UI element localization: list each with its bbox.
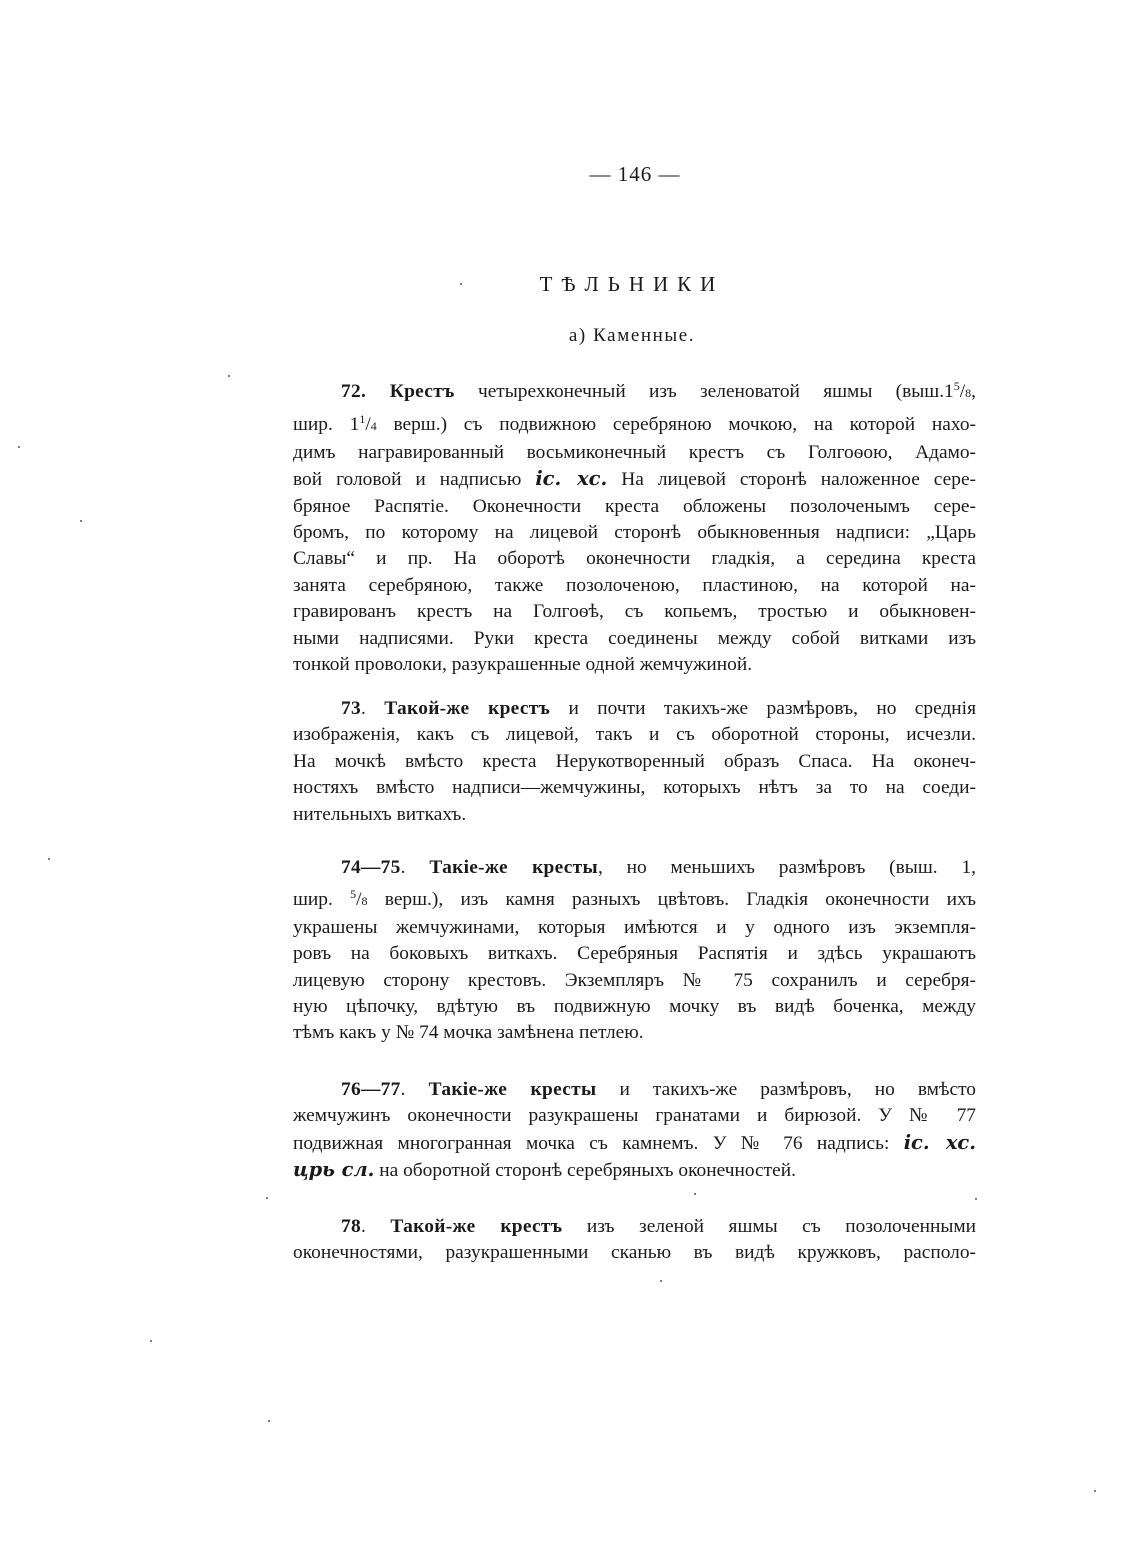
text-line [293,466,976,493]
scan-speck [266,1197,268,1199]
fraction-slash: / [356,889,362,911]
text-run: и такихъ-же размѣровъ, но вмѣсто [596,1079,976,1100]
catalog-entry-78 [293,1214,976,1267]
text-line: На мочкѣ вмѣсто креста Нерукотворенный образъ Спаса. На оконеч- [293,750,976,772]
text-line: димъ награвированный восьмиконечный крестъ съ Голгоѳою, Адамо- [293,441,976,463]
entry-lead: Такіе-же кресты [429,857,598,878]
fraction-numerator: 5 [350,887,357,902]
text-run: На лицевой сторонѣ наложенное сере- [607,469,977,491]
text-line: тѣмъ какъ у № 74 мочка замѣнена петлею. [293,1022,644,1044]
entry-number: 74—75 [341,857,401,878]
text-run: вой головой и надписью [293,469,536,491]
text-line [293,1214,976,1240]
scan-speck [694,1193,696,1195]
text-line: Славы“ и пр. На оборотѣ оконечности гладкія, а середина креста [293,548,976,570]
text-line: жемчужинъ оконечности разукрашены гранатами и бирюзой. У № 77 [293,1105,976,1127]
text-line: ровъ на боковыхъ виткахъ. Серебряныя Распятія и здѣсь украшаютъ [293,943,976,965]
text-run: верш.) съ подвижною серебряною мочкою, на которой нахо- [376,414,976,436]
text-line [293,881,976,914]
text-run: и почти такихъ-же размѣровъ, но среднія [550,698,976,719]
text-run: на оборотной сторонѣ серебряныхъ оконечностей. [374,1160,796,1182]
text-run: шир. 1 [293,414,360,436]
fraction-denominator: 8 [965,386,972,400]
entry-number: 73 [341,698,361,719]
fraction-denominator: 8 [361,894,368,909]
scan-speck [975,1198,977,1200]
church-slavonic-abbreviation: іс. хс. [903,1130,976,1154]
scan-speck [80,520,82,522]
scan-speck [228,375,230,377]
fraction-denominator: 4 [370,419,377,434]
church-slavonic-abbreviation: црь сл. [293,1158,375,1182]
text-line: бромъ, по которому на лицевой сторонѣ обыкновенныя надписи: „Царь [293,522,976,544]
text-line [293,696,976,722]
text-line [293,855,976,881]
scan-speck [18,446,20,448]
text-line: гравированъ крестъ на Голгоѳѣ, съ копьемъ, тростью и обыкновен- [293,601,976,623]
text-run: . [400,1079,429,1100]
text-line: бряное Распятіе. Оконечности креста обложены позолоченымъ сере- [293,495,976,517]
entry-lead: Такой-же крестъ [384,698,551,719]
catalog-entry-74-75 [293,855,976,1047]
text-line: лицевую сторону крестовъ. Экземпляръ № 75 сохранилъ и серебря- [293,969,976,991]
scan-speck [460,283,462,285]
church-slavonic-abbreviation: іс. хс. [535,467,608,491]
text-line: тонкой проволоки, разукрашенные одной жемчужиной. [293,654,753,676]
text-line [293,406,976,439]
text-line: ностяхъ вмѣсто надписи—жемчужины, которыхъ нѣтъ за то на соеди- [293,777,976,799]
fraction-slash: / [959,381,966,402]
entry-lead: Такіе-же кресты [428,1079,597,1100]
text-run: , но меньшихъ размѣровъ (выш. 1, [597,857,976,878]
text-run: шир. [293,889,351,911]
entry-lead: 72. Крестъ [341,381,455,402]
catalog-entry-73 [293,696,976,828]
text-run: четырехконечный изъ зеленоватой яшмы (выш.1 [454,381,954,402]
text-line [293,1077,976,1103]
page-number: — 146 — [589,162,681,186]
subsection-heading: а) Каменные. [568,325,696,346]
scan-speck [150,1340,152,1342]
fraction-numerator: 5 [953,379,960,393]
text-line: занята серебряною, также позолоченою, пластиною, на которой на- [293,574,976,596]
text-line [293,1157,976,1184]
entry-number: 78 [341,1216,361,1237]
scan-speck [268,1420,270,1422]
text-line: изображенія, какъ съ лицевой, такъ и съ оборотной стороны, исчезли. [293,724,976,746]
catalog-entry-76-77 [293,1077,976,1185]
text-line [293,373,976,406]
text-line: ными надписями. Руки креста соединены между собой витками изъ [293,627,976,649]
text-line: оконечностями, разукрашенными сканью въ видѣ кружковъ, располо- [293,1242,976,1264]
text-line [293,1130,976,1157]
text-run: изъ зеленой яшмы съ позолоченными [562,1216,976,1237]
text-line: нительныхъ виткахъ. [293,803,467,825]
text-run: подвижная многогранная мочка съ камнемъ. У № 76 надпись: [293,1132,904,1154]
section-heading: ТѢЛЬНИКИ [539,272,725,296]
catalog-entry-72 [293,373,976,678]
text-line: украшены жемчужинами, которыя имѣются и у одного изъ экземпля- [293,916,976,938]
text-line: ную цѣпочку, вдѣтую въ подвижную мочку въ видѣ боченка, между [293,996,976,1018]
fraction-numerator: 1 [359,412,366,427]
text-run: . [361,1216,391,1237]
scan-speck [1094,1490,1096,1492]
text-run: , [971,381,976,402]
text-run: верш.), изъ камня разныхъ цвѣтовъ. Гладкія оконечности ихъ [367,889,976,911]
text-run: . [400,857,430,878]
entry-number: 76—77 [341,1079,401,1100]
text-run: . [361,698,385,719]
fraction-slash: / [365,414,371,436]
entry-lead: Такой-же крестъ [390,1216,563,1237]
scan-speck [660,1280,662,1282]
scan-speck [48,858,50,860]
